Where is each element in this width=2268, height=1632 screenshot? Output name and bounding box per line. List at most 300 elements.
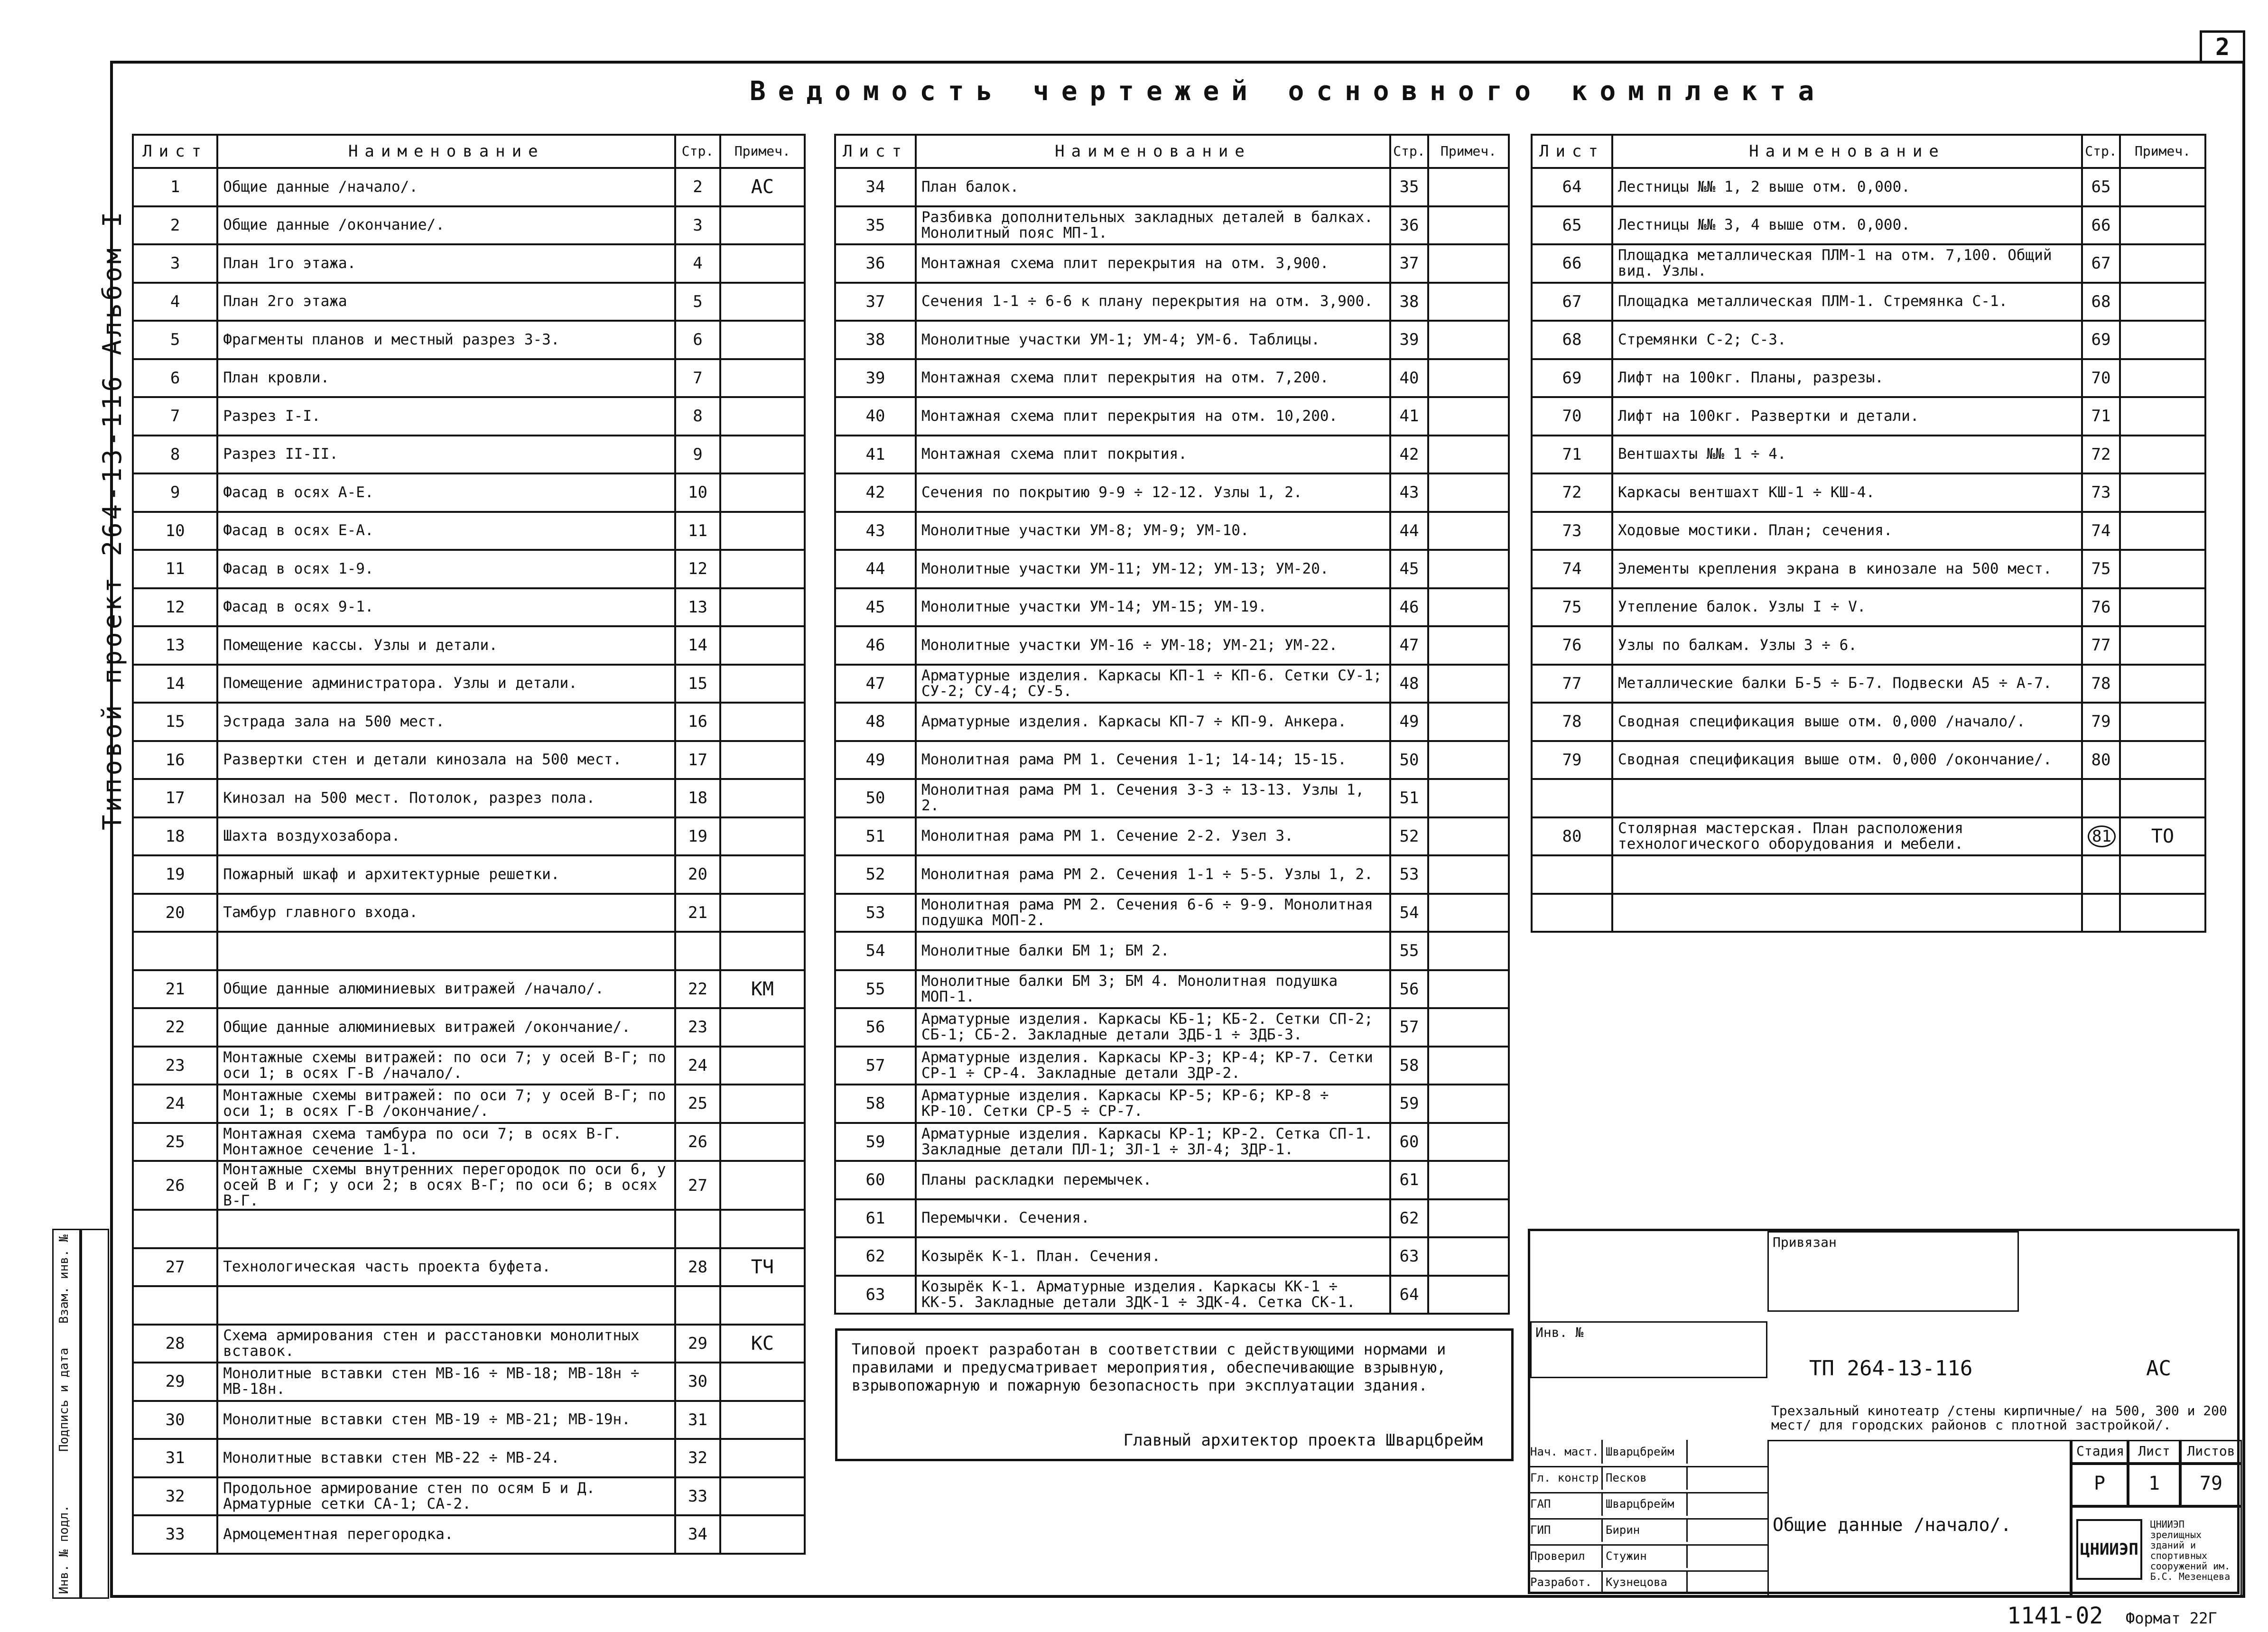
stamp-person-row (1530, 1466, 1767, 1493)
cell-p: 28 (675, 1248, 720, 1287)
cell-p: 67 (2082, 244, 2120, 283)
cell-p: 23 (675, 1008, 720, 1047)
cell-name: Монолитные вставки стен МВ-16 ÷ МВ-18; МВ-18н ÷ МВ-18н. (217, 1363, 675, 1401)
cell-n: 35 (835, 206, 916, 245)
table-row (133, 1401, 805, 1439)
cell-n: 63 (835, 1276, 916, 1314)
cell-p: 47 (1390, 626, 1428, 665)
table-row (1532, 168, 2205, 206)
cell-name: Фасад в осях 1-9. (217, 550, 675, 588)
cell-n: 47 (835, 665, 916, 703)
table-row (133, 512, 805, 550)
table-row (835, 932, 1509, 970)
cell-note (1428, 359, 1509, 398)
cell-n: 4 (133, 283, 217, 321)
cell-note (720, 244, 805, 283)
cell-name: Фасад в осях А-Е. (217, 473, 675, 512)
cell-p: 62 (1390, 1199, 1428, 1238)
cell-name: Лифт на 100кг. Развертки и детали. (1612, 397, 2082, 436)
cell-note (720, 1161, 805, 1210)
table-row (133, 321, 805, 359)
cell-note (2120, 206, 2205, 245)
cell-name: Лестницы №№ 1, 2 выше отм. 0,000. (1612, 168, 2082, 206)
cell-note (1428, 1047, 1509, 1085)
cell-p: 20 (675, 855, 720, 894)
table-row (133, 473, 805, 512)
cell-p: 25 (675, 1085, 720, 1123)
cell-name: Арматурные изделия. Каркасы КР-3; КР-4; КР-7. Сетки СР-1 ÷ СР-4. Закладные детали ЗДР-2. (916, 1047, 1390, 1085)
cell-note (1428, 550, 1509, 588)
table-row (133, 359, 805, 398)
sheets-value: 79 (2180, 1464, 2242, 1506)
table-row (1532, 703, 2205, 741)
table-row (133, 168, 805, 206)
table-row (1532, 894, 2205, 932)
table-row (133, 1439, 805, 1477)
table-row (133, 1477, 805, 1516)
cell-n: 20 (133, 894, 217, 932)
cell-n: 59 (835, 1123, 916, 1161)
cell-n: 14 (133, 665, 217, 703)
cell-n: 53 (835, 894, 916, 932)
cell-p: 52 (1390, 817, 1428, 856)
cell-p: 35 (1390, 168, 1428, 206)
approval-strip (52, 1229, 109, 1599)
table-row (133, 665, 805, 703)
cell-n: 24 (133, 1085, 217, 1123)
table-row (1532, 397, 2205, 436)
cell-p: 63 (1390, 1237, 1428, 1276)
cell-n: 68 (1532, 321, 1612, 359)
cell-n: 78 (1532, 703, 1612, 741)
cell-note (1428, 779, 1509, 817)
cell-note (720, 283, 805, 321)
cell-name: Каркасы вентшахт КШ-1 ÷ КШ-4. (1612, 473, 2082, 512)
cell-n: 46 (835, 626, 916, 665)
cell-note (720, 932, 805, 970)
cell-n: 16 (133, 741, 217, 779)
cell-p: 58 (1390, 1047, 1428, 1085)
cell-name (217, 1286, 675, 1325)
cell-name: План кровли. (217, 359, 675, 398)
cell-p: 56 (1390, 970, 1428, 1009)
cell-note (720, 436, 805, 474)
cell-note (720, 1363, 805, 1401)
cell-p (2082, 855, 2120, 894)
cell-n: 41 (835, 436, 916, 474)
cell-name: Сечения 1-1 ÷ 6-6 к плану перекрытия на отм. 3,900. (916, 283, 1390, 321)
cell-note (2120, 436, 2205, 474)
cell-note (720, 512, 805, 550)
inv-label: Инв. № (1535, 1325, 1584, 1340)
cell-name: Разбивка дополнительных закладных деталей в балках. Монолитный пояс МП-1. (916, 206, 1390, 245)
table-row (835, 359, 1509, 398)
table-row (835, 588, 1509, 627)
cell-p (675, 932, 720, 970)
mark-code: АС (2146, 1356, 2171, 1381)
table-row (133, 970, 805, 1009)
cell-n: 25 (133, 1123, 217, 1161)
cell-p: 57 (1390, 1008, 1428, 1047)
cell-n: 22 (133, 1008, 217, 1047)
stamp-person-name: Стужин (1603, 1544, 1688, 1568)
cell-n: 52 (835, 855, 916, 894)
cell-name: Шахта воздухозабора. (217, 817, 675, 856)
table-row (835, 168, 1509, 206)
table-row (133, 741, 805, 779)
cell-name: Элементы крепления экрана в кинозале на 500 мест. (1612, 550, 2082, 588)
cell-name: Сводная спецификация выше отм. 0,000 /окончание/. (1612, 741, 2082, 779)
cell-n: 38 (835, 321, 916, 359)
note-box (835, 1328, 1514, 1461)
table-row (835, 550, 1509, 588)
cell-note (1428, 741, 1509, 779)
cell-p: 53 (1390, 855, 1428, 894)
stamp-person-row (1530, 1544, 1767, 1572)
cell-note (2120, 550, 2205, 588)
cell-name: Арматурные изделия. Каркасы КП-1 ÷ КП-6. Сетки СУ-1; СУ-2; СУ-4; СУ-5. (916, 665, 1390, 703)
cell-n: 30 (133, 1401, 217, 1439)
table-row (835, 206, 1509, 245)
table-row (1532, 512, 2205, 550)
cell-note (1428, 1237, 1509, 1276)
header-list: Лист (1532, 135, 1612, 168)
cell-name: Фасад в осях Е-А. (217, 512, 675, 550)
cell-name: Монолитные участки УМ-14; УМ-15; УМ-19. (916, 588, 1390, 627)
cell-p: 9 (675, 436, 720, 474)
cell-p (2082, 817, 2120, 856)
cell-n: 11 (133, 550, 217, 588)
cell-name: Лестницы №№ 3, 4 выше отм. 0,000. (1612, 206, 2082, 245)
cell-note (1428, 1276, 1509, 1314)
cell-name: Лифт на 100кг. Планы, разрезы. (1612, 359, 2082, 398)
cell-note (1428, 932, 1509, 970)
cell-note (1428, 1085, 1509, 1123)
cell-note (720, 473, 805, 512)
cell-name: Арматурные изделия. Каркасы КБ-1; КБ-2. Сетки СП-2; СБ-1; СБ-2. Закладные детали ЗДБ-1 ÷ ЗДБ-3. (916, 1008, 1390, 1047)
cell-name: Фрагменты планов и местный разрез 3-3. (217, 321, 675, 359)
table-row (835, 1047, 1509, 1085)
cell-name: Монтажная схема плит перекрытия на отм. 3,900. (916, 244, 1390, 283)
cell-p: 72 (2082, 436, 2120, 474)
cell-note: ТЧ (720, 1248, 805, 1287)
table-row (835, 397, 1509, 436)
cell-p: 68 (2082, 283, 2120, 321)
title-block (1528, 1229, 2240, 1594)
cell-note (720, 1286, 805, 1325)
cell-n: 43 (835, 512, 916, 550)
stamp-role: ГАП (1530, 1492, 1603, 1516)
cell-p: 4 (675, 244, 720, 283)
tied-label: Привязан (1773, 1234, 1837, 1250)
cell-p: 61 (1390, 1161, 1428, 1199)
cell-note (720, 321, 805, 359)
cell-note (1428, 283, 1509, 321)
cell-name: Узлы по балкам. Узлы 3 ÷ 6. (1612, 626, 2082, 665)
cell-p: 6 (675, 321, 720, 359)
stage-header: Стадия (2071, 1440, 2128, 1464)
cell-n: 69 (1532, 359, 1612, 398)
cell-n: 8 (133, 436, 217, 474)
cell-p: 79 (2082, 703, 2120, 741)
format-label: Формат 22Г (2126, 1609, 2217, 1627)
cell-p: 5 (675, 283, 720, 321)
cell-n: 17 (133, 779, 217, 817)
cell-n: 7 (133, 397, 217, 436)
cell-n: 2 (133, 206, 217, 245)
strip-label-replace: Взам. инв. № (57, 1234, 71, 1324)
cell-n: 29 (133, 1363, 217, 1401)
cell-name (1612, 779, 2082, 817)
table-row (835, 741, 1509, 779)
cell-note (2120, 168, 2205, 206)
cell-p: 11 (675, 512, 720, 550)
cell-p: 16 (675, 703, 720, 741)
cell-name: Общие данные алюминиевых витражей /окончание/. (217, 1008, 675, 1047)
header-name: Наименование (1612, 135, 2082, 168)
cell-p: 7 (675, 359, 720, 398)
cell-p: 65 (2082, 168, 2120, 206)
table-row (835, 665, 1509, 703)
cell-p: 39 (1390, 321, 1428, 359)
header-note: Примеч. (2120, 135, 2205, 168)
table-row (133, 550, 805, 588)
cell-name: Монолитные балки БМ 1; БМ 2. (916, 932, 1390, 970)
page-number: 2 (2200, 30, 2245, 64)
cell-note (720, 550, 805, 588)
cell-name: Армоцементная перегородка. (217, 1515, 675, 1554)
cell-note (720, 359, 805, 398)
table-row (133, 1325, 805, 1363)
org-logo: ЦНИИЭП (2076, 1519, 2142, 1580)
strip-label-inv: Инв. № подл. (57, 1505, 71, 1594)
cell-p: 77 (2082, 626, 2120, 665)
cell-note (2120, 703, 2205, 741)
table-row (835, 1085, 1509, 1123)
cell-n: 62 (835, 1237, 916, 1276)
table-row (835, 779, 1509, 817)
cell-name: Продольное армирование стен по осям Б и Д. Арматурные сетки СА-1; СА-2. (217, 1477, 675, 1516)
cell-name: Монтажная схема плит перекрытия на отм. 7,200. (916, 359, 1390, 398)
cell-name: Монолитные балки БМ 3; БМ 4. Монолитная подушка МОП-1. (916, 970, 1390, 1009)
table-row (1532, 588, 2205, 627)
table-row (835, 1276, 1509, 1314)
cell-p: 41 (1390, 397, 1428, 436)
stamp-person-row (1530, 1570, 1767, 1596)
table-row (133, 817, 805, 856)
cell-name: План 2го этажа (217, 283, 675, 321)
cell-name: Козырёк К-1. План. Сечения. (916, 1237, 1390, 1276)
cell-name: Общие данные /окончание/. (217, 206, 675, 245)
cell-note (1428, 397, 1509, 436)
cell-p: 18 (675, 779, 720, 817)
header-page: Стр. (2082, 135, 2120, 168)
table-row (133, 855, 805, 894)
cell-p: 43 (1390, 473, 1428, 512)
table-row (1532, 436, 2205, 474)
cell-name: Площадка металлическая ПЛМ-1 на отм. 7,100. Общий вид. Узлы. (1612, 244, 2082, 283)
cell-n: 44 (835, 550, 916, 588)
cell-p: 70 (2082, 359, 2120, 398)
cell-n: 51 (835, 817, 916, 856)
cell-note (720, 1439, 805, 1477)
cell-p: 15 (675, 665, 720, 703)
cell-p: 29 (675, 1325, 720, 1363)
stamp-role: Нач. маст. (1530, 1440, 1603, 1464)
note-text: Типовой проект разработан в соответствии с действующими нормами и правилами и предусматривает мероприятия, обеспечивающие взрывную, взрывопожарную и пожарную безопасность при эксплуатации здания. (852, 1340, 1446, 1394)
cell-note (2120, 321, 2205, 359)
cell-note (720, 894, 805, 932)
table-row (835, 626, 1509, 665)
cell-note (720, 1008, 805, 1047)
table-row (835, 283, 1509, 321)
table-row (835, 473, 1509, 512)
cell-note (720, 741, 805, 779)
stamp-person-name: Бирин (1603, 1518, 1688, 1542)
cell-n: 64 (1532, 168, 1612, 206)
cell-note (1428, 321, 1509, 359)
cell-name: Сводная спецификация выше отм. 0,000 /начало/. (1612, 703, 2082, 741)
table-row (133, 206, 805, 245)
table-row (1532, 817, 2205, 856)
cell-p: 3 (675, 206, 720, 245)
header-list: Лист (133, 135, 217, 168)
cell-note (1428, 1123, 1509, 1161)
cell-note (720, 626, 805, 665)
stamp-role: Гл. констр. (1530, 1466, 1603, 1490)
cell-note (2120, 855, 2205, 894)
cell-p: 17 (675, 741, 720, 779)
table-row (133, 1248, 805, 1287)
cell-n (133, 1210, 217, 1248)
cell-n: 54 (835, 932, 916, 970)
table-row (133, 397, 805, 436)
stamp-person-row (1530, 1518, 1767, 1546)
cell-note (1428, 1008, 1509, 1047)
cell-p: 12 (675, 550, 720, 588)
cell-name: Помещение кассы. Узлы и детали. (217, 626, 675, 665)
table-row (835, 970, 1509, 1009)
table-row (1532, 855, 2205, 894)
stamp-person-name: Шварцбрейм (1603, 1440, 1688, 1464)
table-row (133, 894, 805, 932)
cell-note (1428, 512, 1509, 550)
cell-note (720, 703, 805, 741)
stamp-role: Проверил (1530, 1544, 1603, 1568)
cell-name: Монтажная схема плит покрытия. (916, 436, 1390, 474)
cell-note (1428, 665, 1509, 703)
cell-n: 3 (133, 244, 217, 283)
cell-n: 5 (133, 321, 217, 359)
stamp-person-name: Кузнецова (1603, 1570, 1688, 1594)
cell-name (217, 1210, 675, 1248)
table-row (133, 1286, 805, 1325)
cell-p: 40 (1390, 359, 1428, 398)
cell-name: Технологическая часть проекта буфета. (217, 1248, 675, 1287)
cell-n: 49 (835, 741, 916, 779)
cell-name: Помещение администратора. Узлы и детали. (217, 665, 675, 703)
table-row (835, 894, 1509, 932)
table-row (1532, 283, 2205, 321)
table-row (133, 1363, 805, 1401)
cell-note (1428, 703, 1509, 741)
cell-p: 26 (675, 1123, 720, 1161)
cell-p: 55 (1390, 932, 1428, 970)
cell-p: 22 (675, 970, 720, 1009)
cell-p: 64 (1390, 1276, 1428, 1314)
cell-name: Пожарный шкаф и архитектурные решетки. (217, 855, 675, 894)
table-row (1532, 321, 2205, 359)
cell-note (1428, 970, 1509, 1009)
drawing-list-table-2 (834, 134, 1510, 1315)
header-note: Примеч. (1428, 135, 1509, 168)
inv-cell (1530, 1321, 1767, 1378)
cell-n: 56 (835, 1008, 916, 1047)
cell-n: 19 (133, 855, 217, 894)
cell-n: 10 (133, 512, 217, 550)
table-row (133, 283, 805, 321)
cell-note (1428, 626, 1509, 665)
cell-p: 34 (675, 1515, 720, 1554)
sheet-header: Лист (2128, 1440, 2180, 1464)
cell-p: 19 (675, 817, 720, 856)
tied-cell (1767, 1231, 2019, 1312)
cell-name: Разрез I-I. (217, 397, 675, 436)
cell-n: 57 (835, 1047, 916, 1085)
cell-note (720, 206, 805, 245)
cell-p: 21 (675, 894, 720, 932)
cell-name: Схема армирования стен и расстановки монолитных вставок. (217, 1325, 675, 1363)
cell-note (2120, 741, 2205, 779)
cell-name: Монолитные участки УМ-8; УМ-9; УМ-10. (916, 512, 1390, 550)
project-code: ТП 264-13-116 (1809, 1356, 1973, 1381)
cell-name: Арматурные изделия. Каркасы КР-1; КР-2. Сетка СП-1. Закладные детали ПЛ-1; ЗЛ-1 ÷ ЗЛ-4; ЗДР-1. (916, 1123, 1390, 1161)
cell-n: 34 (835, 168, 916, 206)
cell-n: 13 (133, 626, 217, 665)
cell-p: 8 (675, 397, 720, 436)
cell-note (720, 1515, 805, 1554)
cell-n: 60 (835, 1161, 916, 1199)
cell-note (2120, 626, 2205, 665)
cell-p: 27 (675, 1161, 720, 1210)
org-name: ЦНИИЭП зрелищных зданий и спортивных сооружений им. Б.С. Мезенцева (2150, 1519, 2231, 1582)
cell-p: 76 (2082, 588, 2120, 627)
cell-note (2120, 283, 2205, 321)
cell-p: 75 (2082, 550, 2120, 588)
cell-p: 60 (1390, 1123, 1428, 1161)
cell-name: Монтажные схемы витражей: по оси 7; у осей В-Г; по оси 1; в осях Г-В /начало/. (217, 1047, 675, 1085)
cell-name: Вентшахты №№ 1 ÷ 4. (1612, 436, 2082, 474)
header-page: Стр. (1390, 135, 1428, 168)
cell-name: Ходовые мостики. План; сечения. (1612, 512, 2082, 550)
cell-n: 15 (133, 703, 217, 741)
sheet-value: 1 (2128, 1464, 2180, 1506)
cell-note (2120, 665, 2205, 703)
cell-name (217, 932, 675, 970)
strip-cell (81, 1229, 109, 1599)
table-row (133, 932, 805, 970)
cell-p: 44 (1390, 512, 1428, 550)
cell-n: 18 (133, 817, 217, 856)
cell-note (1428, 436, 1509, 474)
header-page: Стр. (675, 135, 720, 168)
cell-note: КМ (720, 970, 805, 1009)
table-row (835, 1161, 1509, 1199)
cell-n: 9 (133, 473, 217, 512)
cell-name: Перемычки. Сечения. (916, 1199, 1390, 1238)
sheets-header: Листов (2180, 1440, 2242, 1464)
cell-note (1428, 473, 1509, 512)
